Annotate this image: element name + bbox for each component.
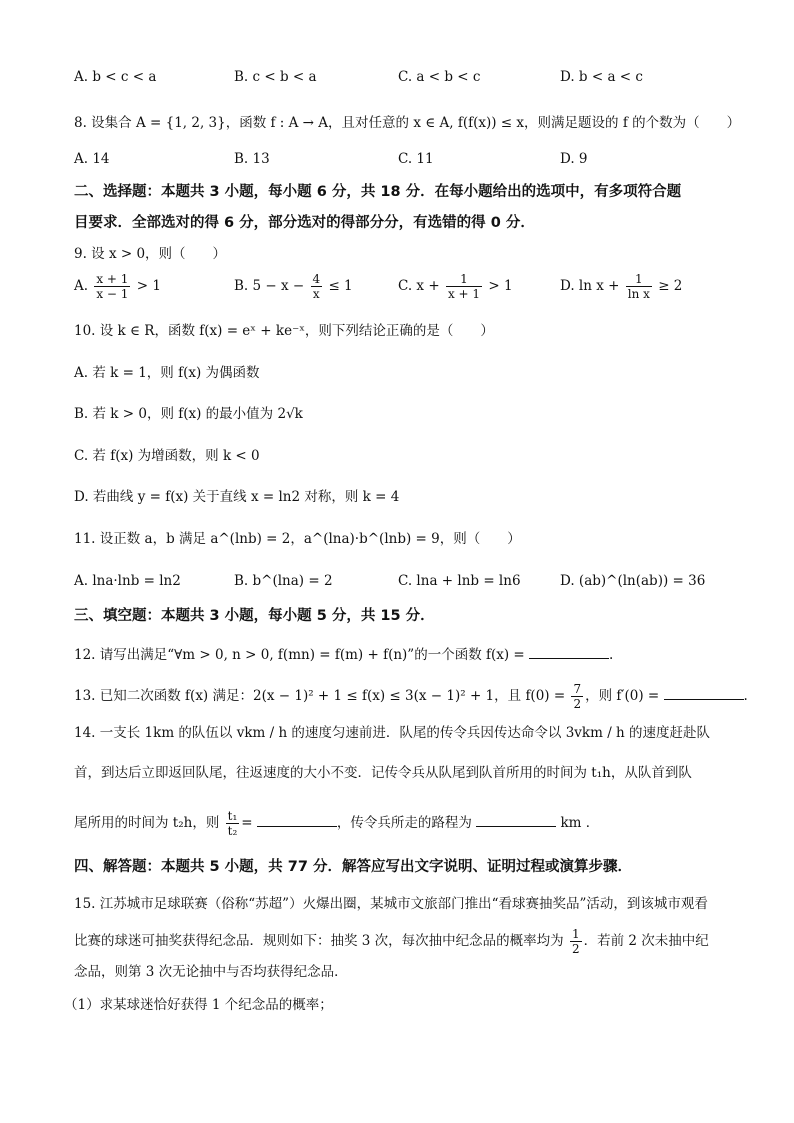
q11-option-a: A. lna·lnb = ln2 [74, 573, 181, 589]
q11-option-d: D. (ab)^(ln(ab)) = 36 [560, 573, 706, 589]
q11-stem: 11. 设正数 a，b 满足 a^(lnb) = 2，a^(lna)·b^(lnb) = 9，则（ ） [74, 531, 521, 547]
q9-option-b: B. 5 − x − $\frac{4}{x}$ ≤ 1 [234, 272, 353, 301]
q15-line3: 念品，则第 3 次无论抽中与否均获得纪念品． [74, 964, 348, 980]
q11-option-b: B. b^(lna) = 2 [234, 573, 333, 589]
q14-line3: 尾所用的时间为 t₂h，则 $\frac{\text{t₁}}{\text{t₂}}$ = ，传令兵所走的路程为 km ． [74, 809, 600, 838]
q14-line2: 首，到达后立即返回队尾，往返速度的大小不变．记传令兵从队尾到队首所用的时间为 t₁h，从队首到队 [74, 765, 692, 781]
section2-heading-line2: 目要求．全部选对的得 6 分，部分选对的得部分分，有选错的得 0 分． [74, 215, 535, 231]
q8-option-c: C. 11 [398, 151, 434, 167]
q10-option-a: A. 若 k = 1，则 f(x) 为偶函数 [74, 365, 260, 381]
q7-option-d: D. b < a < c [560, 69, 643, 85]
q8-option-a: A. 14 [74, 151, 110, 167]
q15-fraction: $\frac{1}{2}$ [571, 927, 580, 956]
q10-option-c: C. 若 f(x) 为增函数，则 k < 0 [74, 448, 260, 464]
q9-option-d: D. ln x + $\frac{1}{\text{ln x}}$ ≥ 2 [560, 272, 683, 301]
section2-heading-line1: 二、选择题：本题共 3 小题，每小题 6 分，共 18 分．在每小题给出的选项中，有多项符合题 [74, 184, 682, 200]
q7-option-c: C. a < b < c [398, 69, 481, 85]
q15-subquestion-1: （1）求某球迷恰好获得 1 个纪念品的概率； [64, 997, 333, 1013]
q14-fraction: $\frac{\text{t₁}}{\text{t₂}}$ [227, 809, 238, 838]
section3-heading: 三、填空题：本题共 3 小题，每小题 5 分，共 15 分． [74, 608, 435, 624]
q12-answer-blank[interactable] [529, 644, 609, 659]
q10-option-b: B. 若 k > 0，则 f(x) 的最小值为 2√k [74, 406, 303, 422]
q10-stem: 10. 设 k ∈ R，函数 f(x) = eˣ + ke⁻ˣ，则下列结论正确的是（ ） [74, 323, 494, 339]
q11-option-c: C. lna + lnb = ln6 [398, 573, 521, 589]
q12: 12. 请写出满足“∀m > 0, n > 0, f(mn) = f(m) + f(n)”的一个函数 f(x) = . [74, 644, 724, 665]
q14-distance-blank[interactable] [476, 812, 556, 827]
q13-fraction: $\frac{7}{2}$ [573, 682, 582, 711]
q13: 13. 已知二次函数 f(x) 满足：2(x − 1)² + 1 ≤ f(x) ≤ 3(x − 1)² + 1，且 f(0) = $\frac{7}{2}$ ，则 f′(0) = . [74, 682, 748, 711]
q9-d-fraction: $\frac{1}{\text{ln x}}$ [627, 272, 650, 301]
q9-a-fraction: $\frac{x + 1}{x - 1}$ [96, 272, 129, 301]
q15-line1: 15. 江苏城市足球联赛（俗称“苏超”）火爆出圈，某城市文旅部门推出“看球赛抽奖品”活动，到该城市观看 [74, 896, 708, 912]
q14-line1: 14. 一支长 1km 的队伍以 vkm / h 的速度匀速前进．队尾的传令兵因传达命令以 3vkm / h 的速度赶赴队 [74, 725, 711, 741]
q8-option-d: D. 9 [560, 151, 588, 167]
q9-c-fraction: $\frac{1}{x + 1}$ [447, 272, 481, 301]
q9-option-a: A. $\frac{x + 1}{x - 1}$ > 1 [74, 272, 161, 301]
q7-option-b: B. c < b < a [234, 69, 317, 85]
section4-heading: 四、解答题：本题共 5 小题，共 77 分．解答应写出文字说明、证明过程或演算步骤． [74, 859, 632, 875]
q14-ratio-blank[interactable] [257, 812, 337, 827]
q10-option-d: D. 若曲线 y = f(x) 关于直线 x = ln2 对称，则 k = 4 [74, 489, 400, 505]
q15-line2: 比赛的球迷可抽奖获得纪念品．规则如下：抽奖 3 次，每次抽中纪念品的概率均为 $\frac{1}{2}$ ．若前 2 次未抽中纪 [74, 927, 709, 956]
q8-option-b: B. 13 [234, 151, 270, 167]
q9-option-c: C. x + $\frac{1}{x + 1}$ > 1 [398, 272, 513, 301]
q9-b-fraction: $\frac{4}{x}$ [312, 272, 321, 301]
q8-stem: 8. 设集合 A = {1, 2, 3}，函数 f : A → A，且对任意的 x ∈ A, f(f(x)) ≤ x，则满足题设的 f 的个数为（ ） [74, 115, 741, 131]
q9-stem: 9. 设 x > 0，则（ ） [74, 246, 227, 262]
q13-answer-blank[interactable] [664, 685, 744, 700]
q7-option-a: A. b < c < a [74, 69, 157, 85]
